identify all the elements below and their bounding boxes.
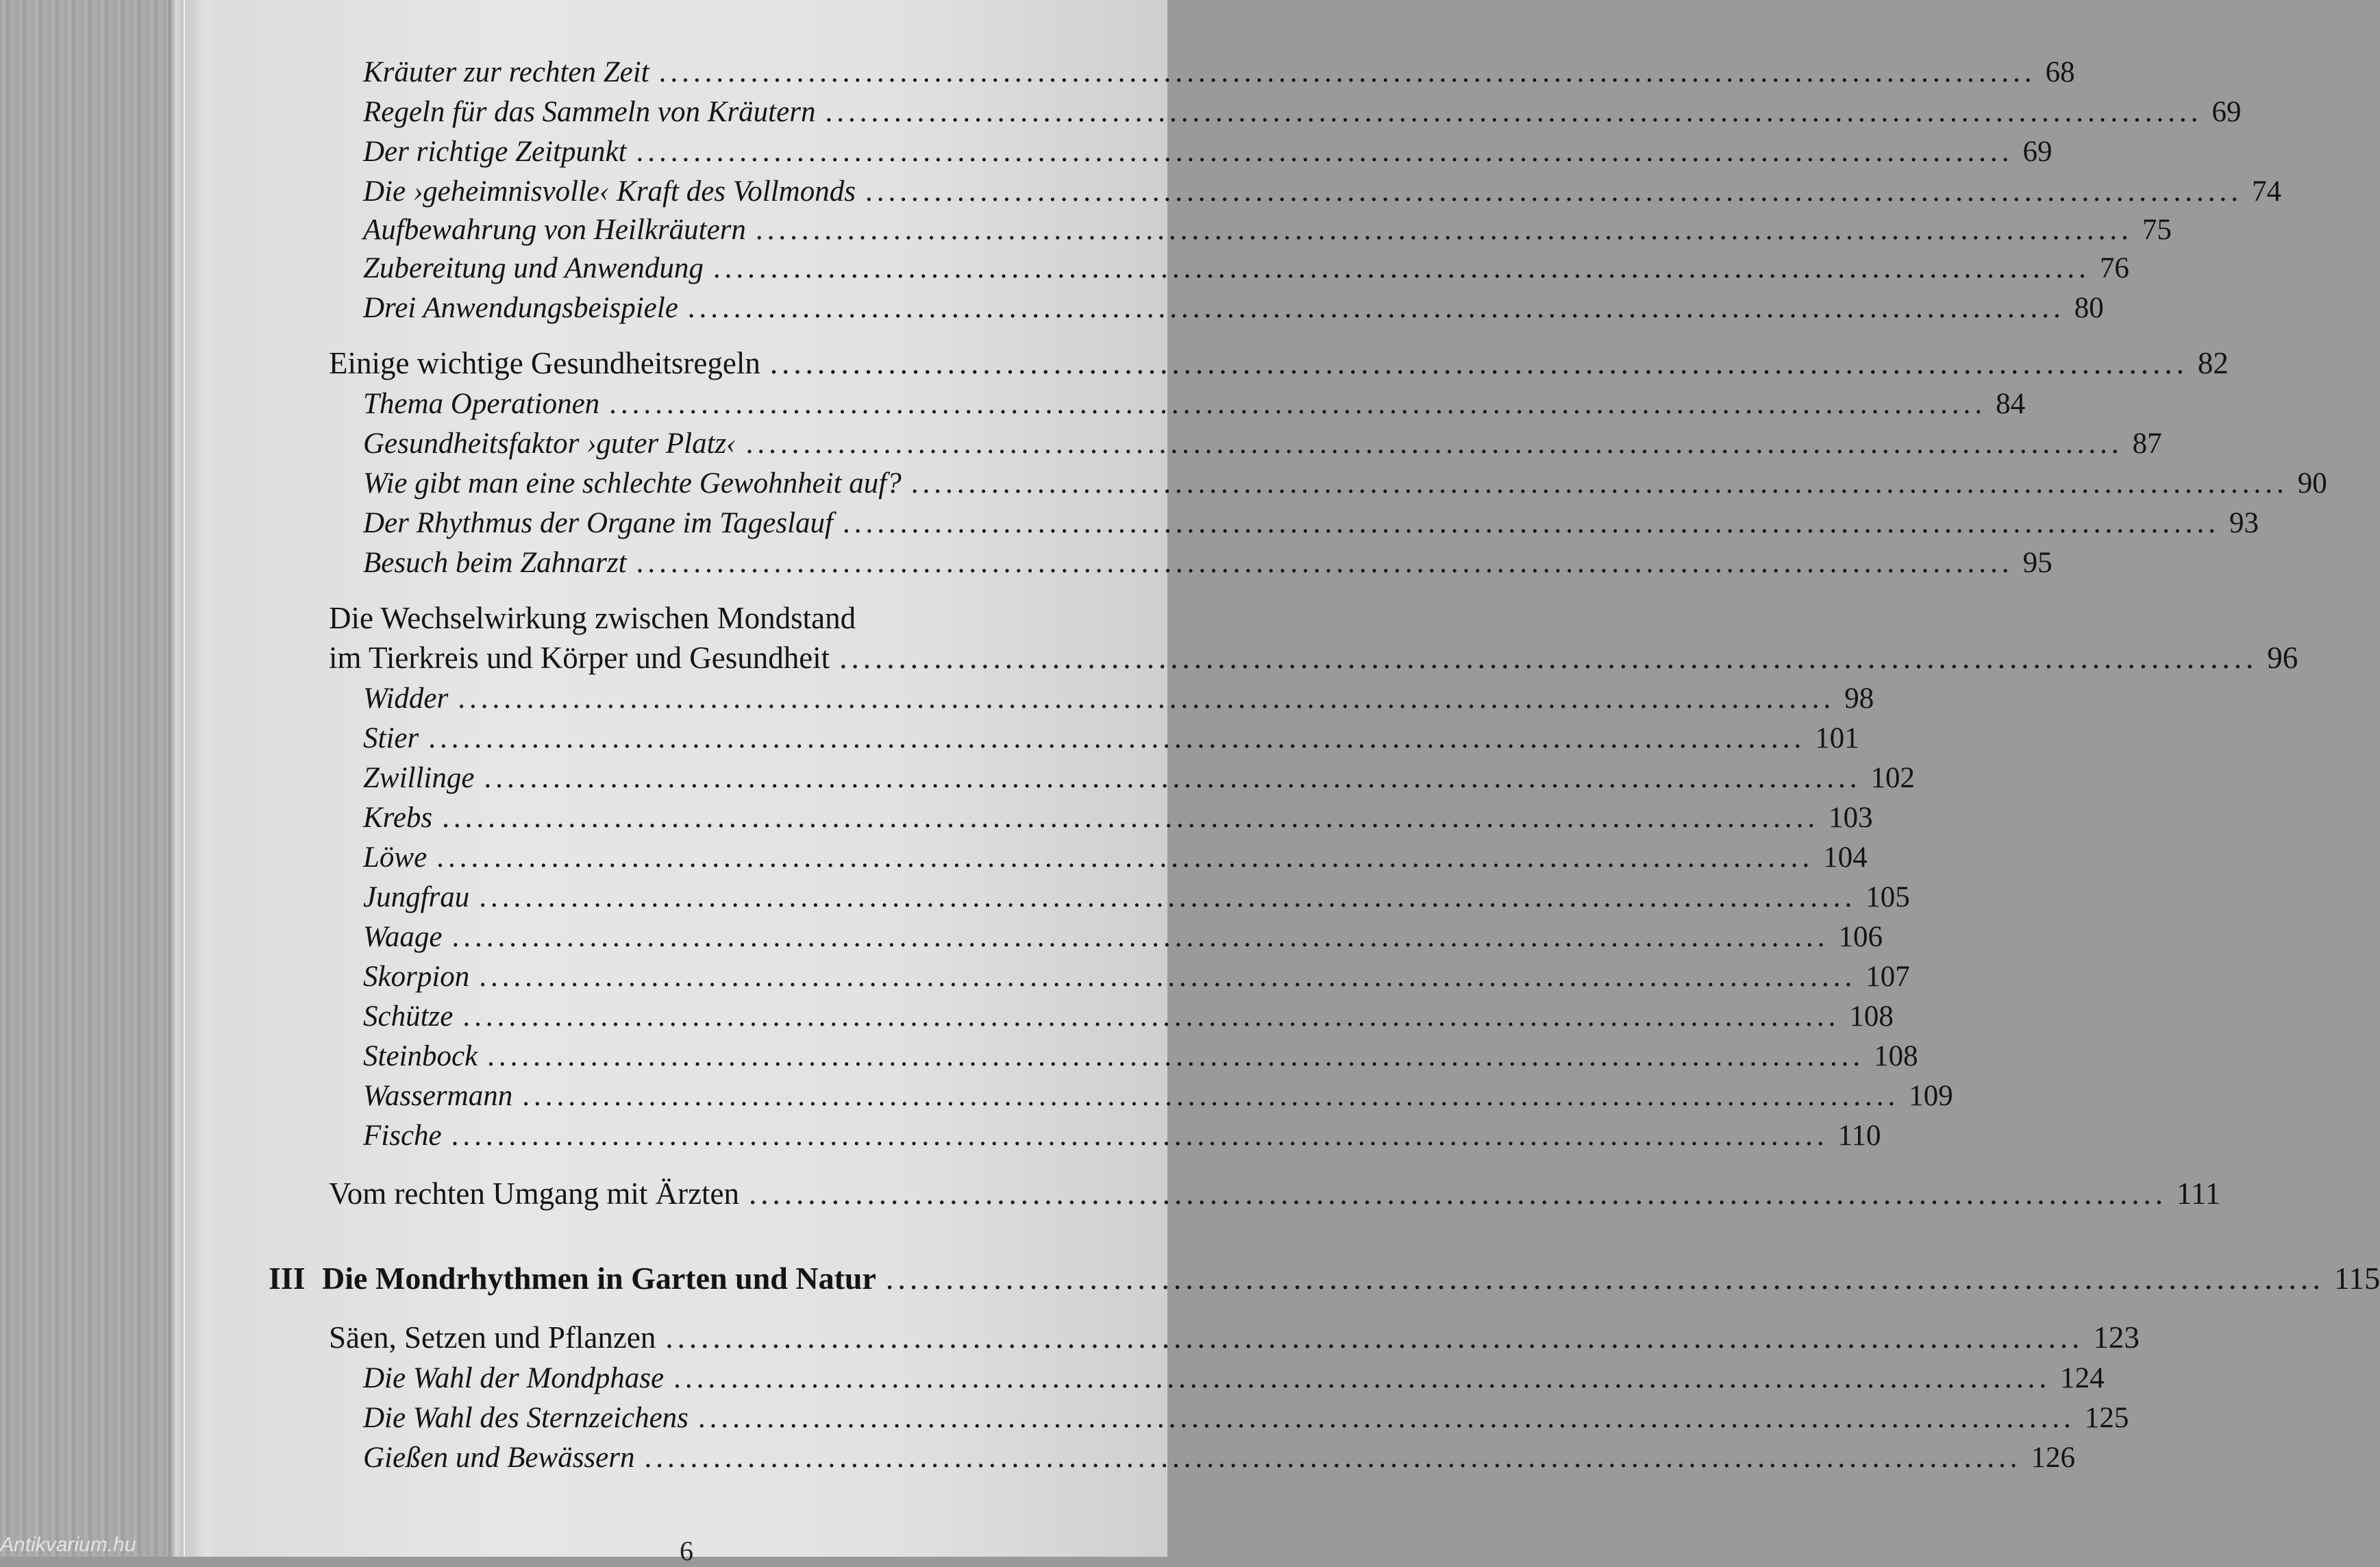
- leader-dots: ........................................................................................................................: [910, 467, 2288, 499]
- toc-entry-page: 123: [2093, 1320, 2140, 1355]
- toc-entry: [363, 1118, 1881, 1152]
- toc-entry-page: 75: [2142, 214, 2172, 246]
- toc-entry-title: Jungfrau: [363, 881, 470, 913]
- toc-entry: [329, 641, 2298, 676]
- toc-entry-title: Fische: [363, 1120, 442, 1152]
- toc-entry-page: 68: [2045, 56, 2075, 88]
- toc-entry-page: 82: [2197, 346, 2229, 380]
- toc-entry: [363, 959, 1910, 994]
- toc-entry-page: 105: [1865, 881, 1910, 913]
- toc-entry-page: 90: [2297, 467, 2327, 499]
- toc-entry: [363, 721, 1859, 755]
- toc-entry-page: 125: [2084, 1402, 2129, 1434]
- toc-entry: [363, 251, 2129, 285]
- toc-entry: [363, 291, 2104, 325]
- toc-entry-title: Gießen und Bewässern: [363, 1442, 635, 1474]
- toc-entry: [363, 761, 1915, 795]
- toc-entry: [363, 1401, 2129, 1435]
- toc-entry: [363, 920, 1883, 954]
- toc-entry-page: 124: [2060, 1362, 2105, 1394]
- leader-dots: ........................................................................................................................: [658, 56, 2036, 88]
- toc-entry-page: 110: [1837, 1120, 1881, 1152]
- leader-dots: ........................................................................................................................: [442, 802, 1820, 834]
- toc-entry: [363, 1039, 1918, 1073]
- toc-entry-title: Thema Operationen: [363, 388, 600, 420]
- toc-entry-page: 93: [2229, 507, 2259, 539]
- toc-entry-page: 101: [1815, 722, 1859, 754]
- toc-entry-page: 108: [1874, 1040, 1918, 1072]
- leader-dots: ........................................................................................................................: [458, 682, 1835, 715]
- toc-entry: [363, 95, 2242, 129]
- toc-entry-page: 96: [2267, 641, 2298, 675]
- toc-entry-page: 69: [2211, 96, 2242, 128]
- toc-entry-title: Die Wechselwirkung zwischen Mondstand: [329, 601, 856, 635]
- leader-dots: ........................................................................................................................: [484, 762, 1861, 794]
- toc-entry-page: 80: [2074, 292, 2104, 324]
- toc-entry-title: im Tierkreis und Körper und Gesundheit: [329, 641, 830, 675]
- leader-dots: ........................................................................................................................: [745, 428, 2123, 460]
- toc-entry-page: 102: [1870, 762, 1915, 794]
- leader-dots: ........................................................................................................................: [749, 1176, 2168, 1211]
- toc-entry-title: Säen, Setzen und Pflanzen: [329, 1320, 656, 1355]
- toc-entry: [363, 999, 1894, 1033]
- leader-dots: ........................................................................................................................: [665, 1320, 2084, 1355]
- toc-entry-title: Steinbock: [363, 1040, 478, 1072]
- toc-entry-title: Die Wahl der Mondphase: [363, 1362, 665, 1394]
- toc-entry-page: 69: [2022, 136, 2053, 168]
- toc-entry-title: Wassermann: [363, 1080, 513, 1112]
- toc-entry: [363, 212, 2172, 247]
- toc-entry: [269, 1261, 2380, 1296]
- toc-entry-title: Skorpion: [363, 961, 470, 993]
- leader-dots: ........................................................................................................................: [755, 214, 2133, 246]
- leader-dots: ........................................................................................................................: [487, 1040, 1865, 1072]
- toc-entry: [329, 1320, 2140, 1355]
- toc-entry: [363, 55, 2075, 89]
- leader-dots: ........................................................................................................................: [644, 1442, 2022, 1474]
- toc-entry-page: 106: [1838, 921, 1883, 953]
- leader-dots: ........................................................................................................................: [673, 1362, 2051, 1394]
- toc-entry: [363, 545, 2053, 580]
- toc-entry: [363, 800, 1873, 835]
- toc-entry-title: Gesundheitsfaktor ›guter Platz‹: [363, 428, 736, 460]
- leader-dots: ........................................................................................................................: [885, 1261, 2325, 1296]
- leader-dots: ........................................................................................................................: [697, 1402, 2075, 1434]
- toc-entry: [329, 346, 2229, 381]
- leader-dots: ........................................................................................................................: [451, 1120, 1829, 1152]
- toc-entry-title: Vom rechten Umgang mit Ärzten: [329, 1176, 740, 1211]
- toc-entry-page: 84: [1996, 388, 2026, 420]
- toc-entry-page: 87: [2132, 428, 2162, 460]
- toc-entry-title: Die Wahl des Sternzeichens: [363, 1402, 689, 1434]
- leader-dots: ........................................................................................................................: [479, 961, 1857, 993]
- toc-entry-page: 74: [2251, 175, 2281, 208]
- toc-entry-title: Aufbewahrung von Heilkräutern: [363, 214, 746, 246]
- leader-dots: ........................................................................................................................: [436, 841, 1814, 874]
- toc-entry: [363, 880, 1910, 914]
- leader-dots: ........................................................................................................................: [769, 346, 2188, 380]
- leader-dots: ........................................................................................................................: [479, 881, 1857, 913]
- toc-entry-title: Widder: [363, 682, 449, 715]
- toc-entry: [363, 1440, 2075, 1475]
- toc-entry-page: 108: [1849, 1000, 1894, 1033]
- leader-dots: ........................................................................................................................: [825, 96, 2203, 128]
- toc-entry-page: 107: [1865, 961, 1910, 993]
- toc-entry-page: 111: [2177, 1176, 2221, 1211]
- toc-entry-page: 126: [2031, 1442, 2075, 1474]
- toc-entry-title: Löwe: [363, 841, 427, 874]
- toc-entry-page: 109: [1909, 1080, 1953, 1112]
- watermark: Antikvarium.hu: [0, 1533, 136, 1556]
- part-numeral: III: [269, 1261, 306, 1296]
- leader-dots: ........................................................................................................................: [842, 507, 2220, 539]
- toc-entry: [329, 1176, 2221, 1211]
- toc-entry-page: 103: [1829, 802, 1873, 834]
- toc-entry-title: Regeln für das Sammeln von Kräutern: [363, 96, 816, 128]
- leader-dots: ........................................................................................................................: [636, 547, 2013, 579]
- leader-dots: ........................................................................................................................: [839, 641, 2258, 675]
- toc-entry-page: 98: [1844, 682, 1874, 715]
- toc-entry-title: Zwillinge: [363, 762, 475, 794]
- toc-entry-title: Krebs: [363, 802, 433, 834]
- toc-entry-page: 76: [2099, 252, 2129, 284]
- leader-dots: ........................................................................................................................: [636, 136, 2013, 168]
- toc-entry: [363, 1078, 1953, 1113]
- toc-entry: [363, 426, 2162, 460]
- toc-entry: [363, 506, 2259, 540]
- toc-entry-title: Der richtige Zeitpunkt: [363, 136, 627, 168]
- toc-entry-page: 95: [2022, 547, 2053, 579]
- leader-dots: ........................................................................................................................: [428, 722, 1806, 754]
- leader-dots: ........................................................................................................................: [522, 1080, 1900, 1112]
- toc-entry: [363, 174, 2281, 208]
- toc-entry-title: Schütze: [363, 1000, 454, 1033]
- toc-entry-title: Drei Anwendungsbeispiele: [363, 292, 678, 324]
- toc-entry-title: Einige wichtige Gesundheitsregeln: [329, 346, 760, 380]
- toc-entry: [329, 602, 1117, 636]
- leader-dots: ........................................................................................................................: [865, 175, 2242, 208]
- leader-dots: ........................................................................................................................: [687, 292, 2065, 324]
- page-folio: 6: [680, 1535, 693, 1566]
- leader-dots: ........................................................................................................................: [609, 388, 1987, 420]
- toc-entry-title: Wie gibt man eine schlechte Gewohnheit auf?: [363, 467, 902, 499]
- toc-entry-page: 115: [2333, 1261, 2380, 1296]
- toc-entry-title: Waage: [363, 921, 443, 953]
- toc-entry-page: 104: [1823, 841, 1868, 874]
- toc-entry: [363, 134, 2053, 169]
- toc-entry: [363, 386, 2026, 421]
- toc-entry-title: Kräuter zur rechten Zeit: [363, 56, 649, 88]
- toc-entry-title: Der Rhythmus der Organe im Tageslauf: [363, 507, 833, 539]
- toc-entry: [363, 840, 1868, 874]
- toc-entry: [363, 681, 1874, 715]
- leader-dots: ........................................................................................................................: [712, 252, 2090, 284]
- toc-entry: [363, 466, 2327, 500]
- toc-entry-title: Stier: [363, 722, 419, 754]
- toc-entry-title: Besuch beim Zahnarzt: [363, 547, 627, 579]
- toc-entry-title: Zubereitung und Anwendung: [363, 252, 704, 284]
- toc-entry: [363, 1361, 2105, 1395]
- toc-entry-title: Die Mondrhythmen in Garten und Natur: [322, 1261, 876, 1296]
- toc-entry-title: Die ›geheimnisvolle‹ Kraft des Vollmonds: [363, 175, 856, 208]
- leader-dots: ........................................................................................................................: [451, 921, 1829, 953]
- leader-dots: ........................................................................................................................: [462, 1000, 1840, 1033]
